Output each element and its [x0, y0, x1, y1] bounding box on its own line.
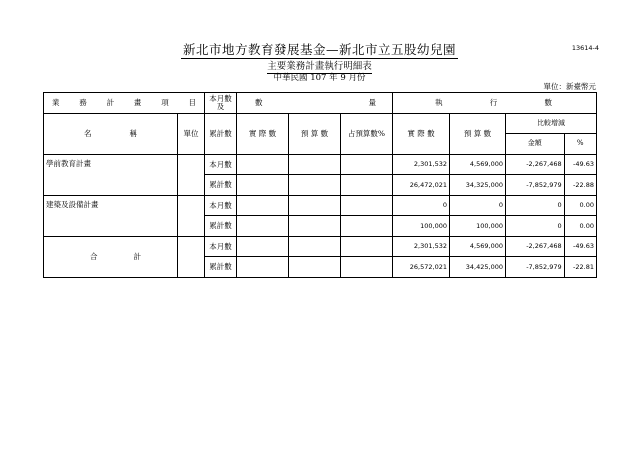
table-row [44, 154, 597, 175]
total-row [44, 236, 597, 257]
diff-percent: -49.63 [564, 236, 596, 257]
unit-header: 單位 [178, 113, 205, 154]
diff-percent: 0.00 [564, 195, 596, 216]
unit-cell [178, 236, 205, 277]
pct-of-budget-header: 占預算數% [341, 113, 393, 154]
diff-amount: -2,267,468 [506, 236, 565, 257]
period-label: 本月數 [205, 236, 237, 257]
actual-quantity [237, 195, 289, 216]
budget-quantity [289, 175, 341, 196]
actual-amount: 26,572,021 [393, 257, 450, 278]
budget-quantity [289, 154, 341, 175]
quantity-header: 數 量 [237, 93, 393, 114]
period-label: 累計數 [205, 257, 237, 278]
execution-detail-table [43, 92, 597, 278]
budget-amount: 100,000 [450, 216, 506, 237]
compare-header [506, 113, 597, 154]
header-row-1 [44, 93, 597, 114]
percent-header: % [576, 139, 584, 148]
unit-cell [178, 154, 205, 195]
report-title: 新北市地方教育發展基金—新北市立五股幼兒園 [182, 42, 456, 57]
total-label: 合 計 [44, 236, 178, 277]
budget-amount: 34,325,000 [450, 175, 506, 196]
header-row-2 [44, 113, 597, 154]
business-plan-header: 業 務 計 畫 項 目 [44, 93, 205, 114]
period-label: 累計數 [205, 175, 237, 196]
plan-name: 學前教育計畫 [44, 154, 178, 195]
budget-quantity [289, 216, 341, 237]
amount-header: 金額 [506, 134, 564, 154]
table-row [44, 195, 597, 216]
pct-of-budget [341, 195, 393, 216]
budget-quantity [289, 257, 341, 278]
budget-quantity-header: 預 算 數 [289, 113, 341, 154]
budget-amount: 34,425,000 [450, 257, 506, 278]
pct-of-budget [341, 236, 393, 257]
actual-amount: 26,472,021 [393, 175, 450, 196]
budget-amount-header: 預 算 數 [450, 113, 506, 154]
actual-amount: 2,301,532 [393, 236, 450, 257]
diff-amount: 0 [506, 195, 565, 216]
plan-name: 建築及設備計畫 [44, 195, 178, 236]
actual-quantity [237, 175, 289, 196]
pct-of-budget [341, 175, 393, 196]
diff-percent: -22.81 [564, 257, 596, 278]
form-code: 13614-4 [571, 44, 599, 52]
actual-amount: 100,000 [393, 216, 450, 237]
diff-amount: -7,852,979 [506, 257, 565, 278]
diff-amount: 0 [506, 216, 565, 237]
actual-amount: 0 [393, 195, 450, 216]
period-label: 本月數 [205, 195, 237, 216]
name-header: 名 稱 [44, 113, 178, 154]
budget-amount: 0 [450, 195, 506, 216]
execution-header: 執 行 數 [393, 93, 597, 114]
actual-amount-header: 實 際 數 [393, 113, 450, 154]
budget-quantity [289, 236, 341, 257]
period-label: 累計數 [205, 216, 237, 237]
actual-quantity-header: 實 際 數 [237, 113, 289, 154]
diff-percent: -22.88 [564, 175, 596, 196]
month-and-cumulative-header: 本月數 及 [205, 93, 237, 114]
diff-percent: -49.63 [564, 154, 596, 175]
compare-label: 比較增減 [506, 114, 596, 134]
period-label: 本月數 [205, 154, 237, 175]
unit-cell [178, 195, 205, 236]
pct-of-budget [341, 216, 393, 237]
cumulative-header: 累計數 [205, 113, 237, 154]
currency-unit: 單位：新臺幣元 [543, 82, 596, 91]
actual-quantity [237, 154, 289, 175]
actual-quantity [237, 257, 289, 278]
budget-amount: 4,569,000 [450, 236, 506, 257]
pct-of-budget [341, 257, 393, 278]
budget-amount: 4,569,000 [450, 154, 506, 175]
diff-percent: 0.00 [564, 216, 596, 237]
diff-amount: -2,267,468 [506, 154, 565, 175]
report-period: 中華民國 107 年 9 月份 [273, 73, 366, 83]
actual-quantity [237, 236, 289, 257]
actual-amount: 2,301,532 [393, 154, 450, 175]
diff-amount: -7,852,979 [506, 175, 565, 196]
pct-of-budget [341, 154, 393, 175]
actual-quantity [237, 216, 289, 237]
report-subtitle: 主要業務計畫執行明細表 [267, 61, 372, 72]
budget-quantity [289, 195, 341, 216]
